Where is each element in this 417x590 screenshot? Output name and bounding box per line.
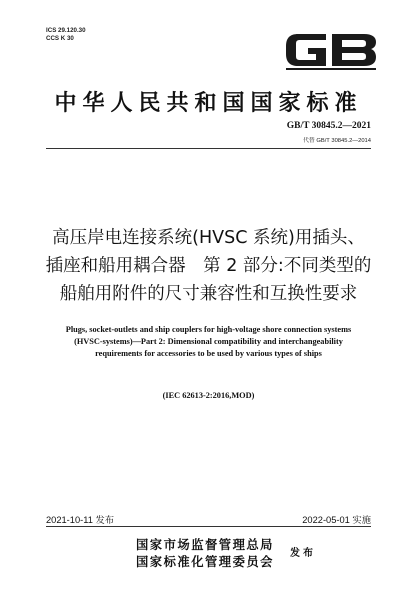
standard-number: GB/T 30845.2—2021 (286, 121, 371, 131)
organization-title: 中华人民共和国国家标准 (54, 91, 363, 116)
footer-divider (46, 526, 371, 527)
adoption-note: (IEC 62613-2:2016,MOD) (162, 391, 255, 400)
title-en-line-2: (HVSC-systems)—Part 2: Dimensional compatibility and interchangeability (74, 337, 343, 346)
ics-code: ICS 29.120.30 (46, 27, 86, 34)
title-en-line-1: Plugs, socket-outlets and ship couplers for high-voltage shore connection systems (65, 325, 352, 334)
publish-label: 发布 (290, 548, 316, 559)
issuer-line-2: 国家标准化管理委员会 (136, 555, 274, 569)
implementation-date: 2022-05-01 实施 (302, 515, 371, 525)
issue-date: 2021-10-11 发布 (46, 515, 115, 525)
title-zh-line-1: 高压岸电连接系统(HVSC 系统)用插头、 (52, 228, 365, 248)
replaces-note: 代替 GB/T 30845.2—2014 (303, 138, 371, 144)
title-zh-line-3: 船舶用附件的尺寸兼容性和互换性要求 (59, 284, 358, 304)
header-divider (46, 148, 371, 149)
issuer-line-1: 国家市场监督管理总局 (136, 538, 274, 552)
title-zh-line-2: 插座和船用耦合器 第 2 部分:不同类型的 (45, 256, 372, 276)
classification-codes (46, 27, 86, 43)
title-en-line-3: requirements for accessories to be used by various types of ships (95, 349, 322, 358)
ccs-code: CCS K 30 (46, 35, 74, 42)
gb-logo (282, 28, 380, 72)
